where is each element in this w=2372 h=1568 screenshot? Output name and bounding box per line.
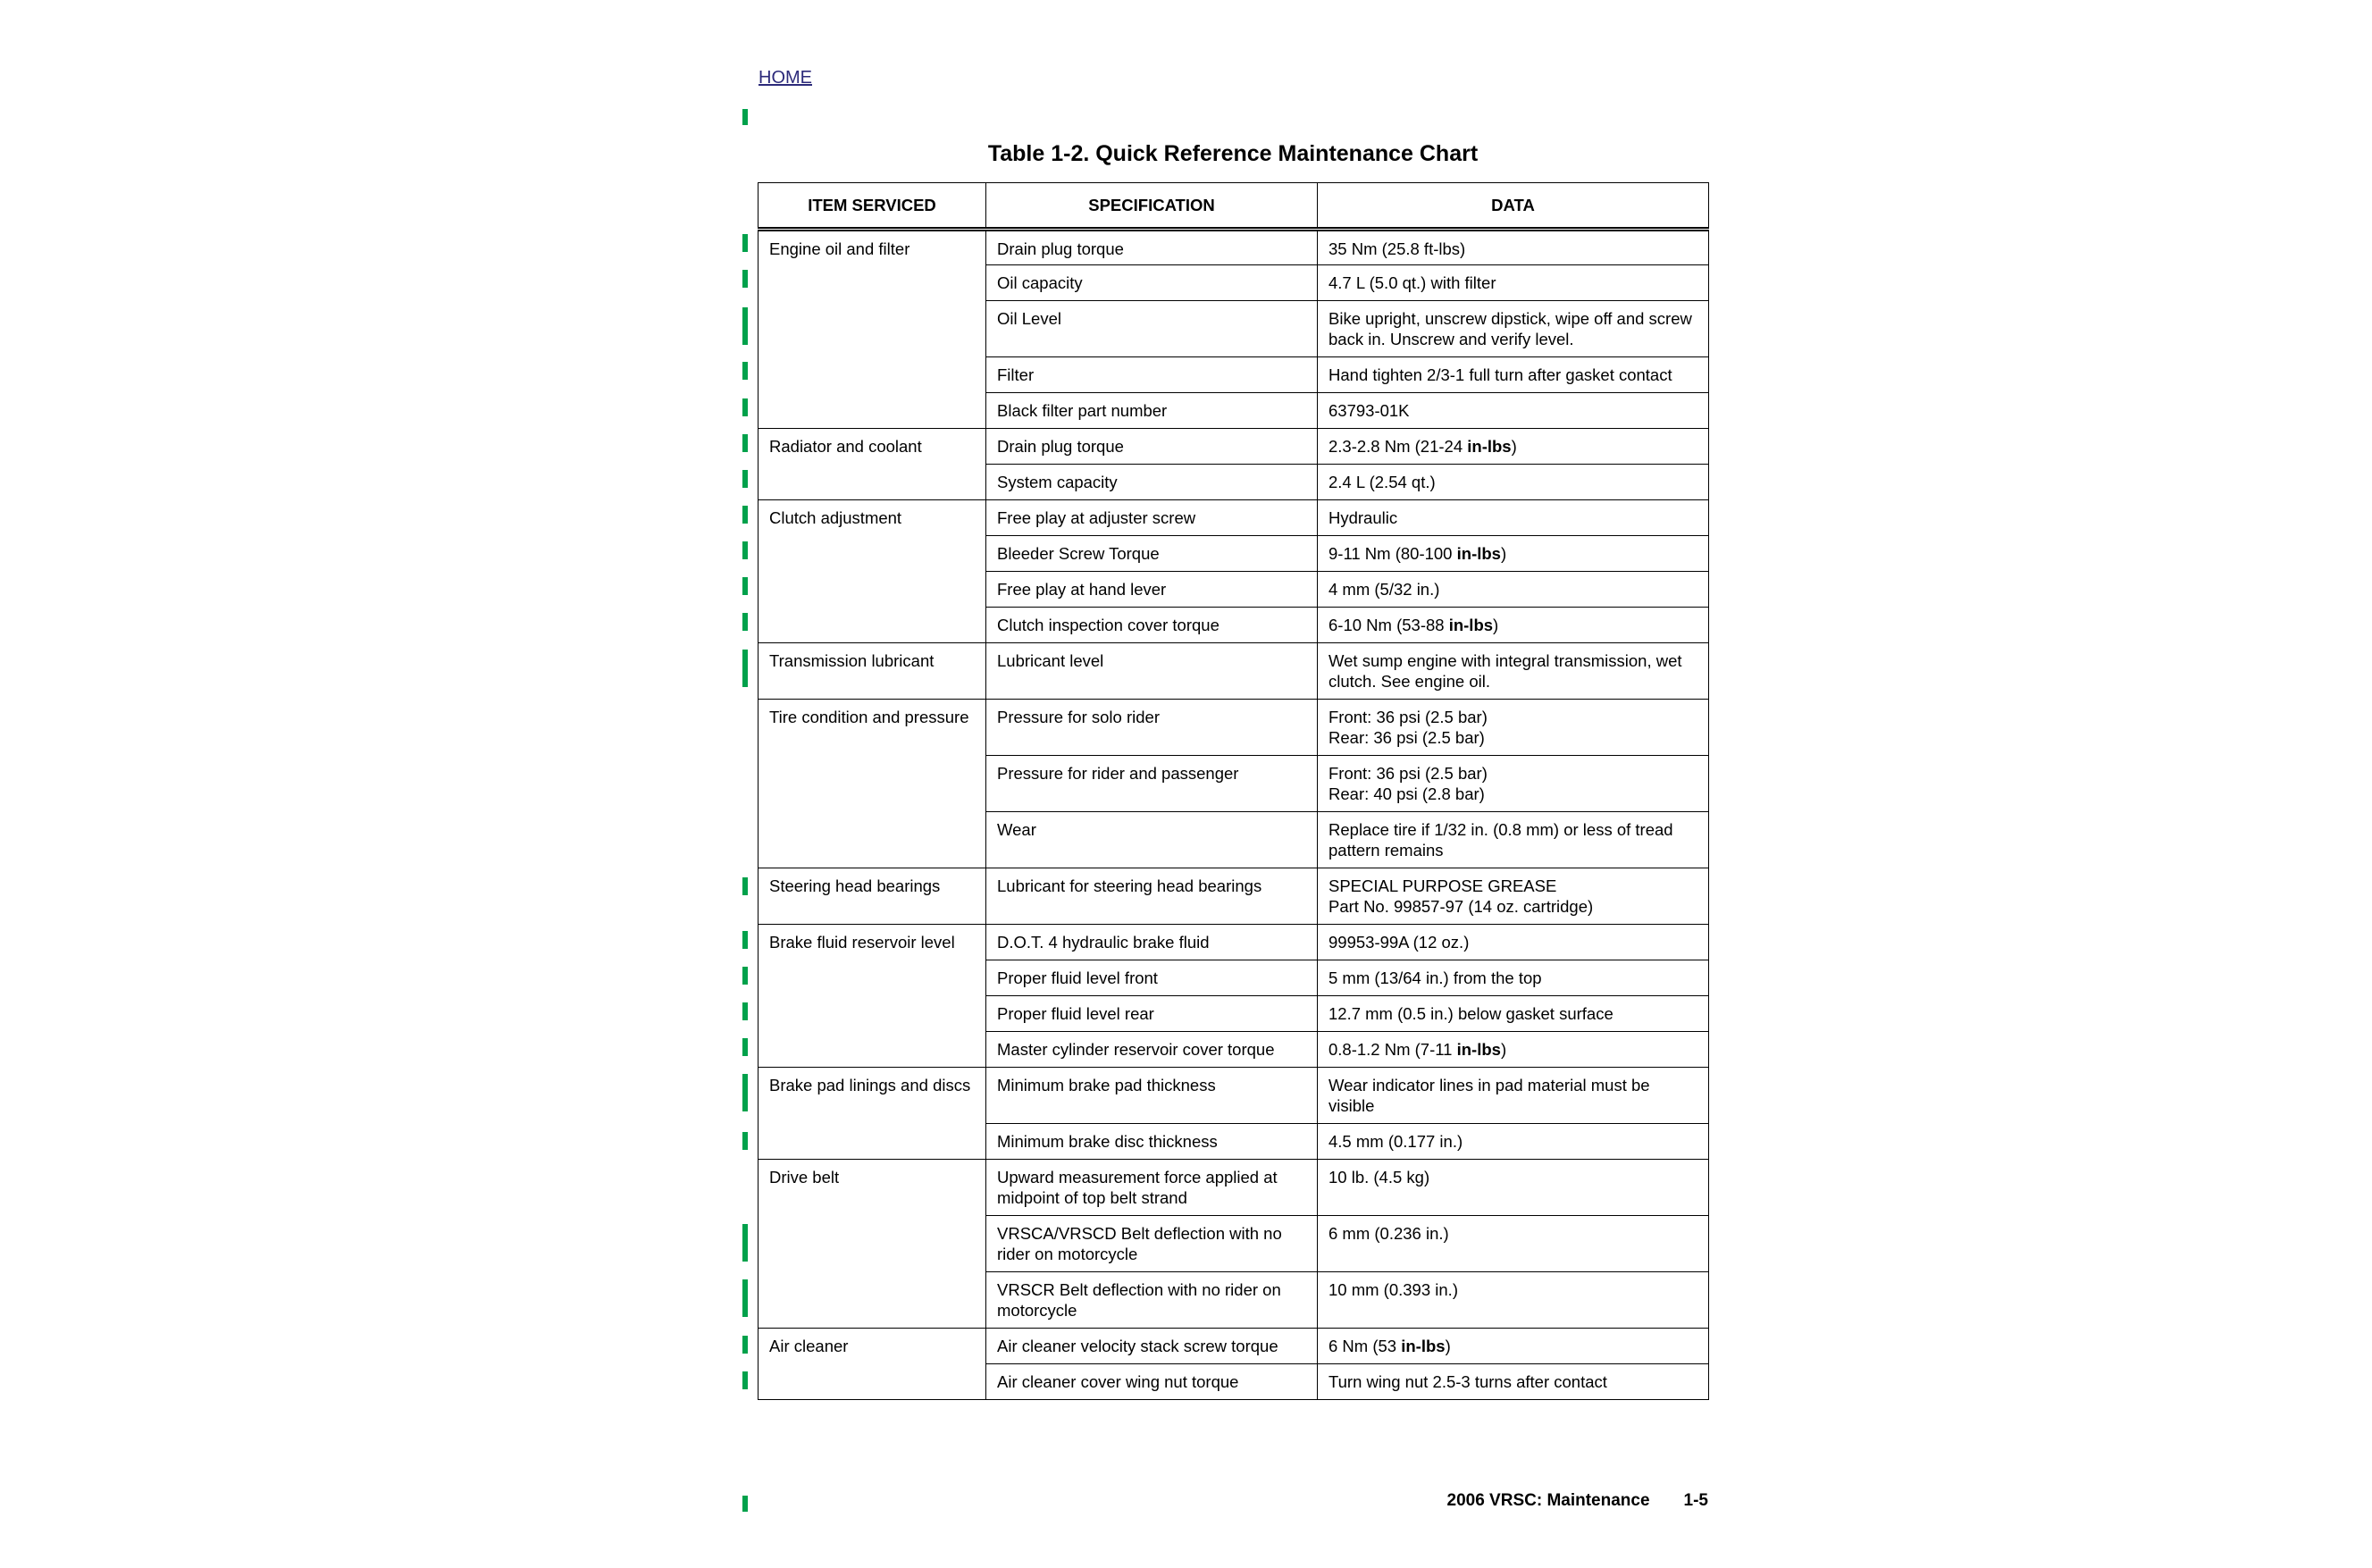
change-bar [742,613,748,631]
table-row [759,700,1709,756]
item-serviced-cell: Steering head bearings [759,868,986,925]
change-bar [742,1074,748,1111]
change-bar [742,270,748,288]
data-value: 4 mm (5/32 in.) [1328,580,1440,599]
data-cell [1318,1032,1709,1068]
specification-cell: Minimum brake disc thickness [986,1124,1318,1160]
item-serviced-cell: Engine oil and filter [759,230,986,429]
specification-cell: VRSCA/VRSCD Belt deflection with no rider on motorcycle [986,1216,1318,1272]
column-header-data: DATA [1318,183,1709,230]
table-row [759,868,1709,925]
data-value: 6 mm (0.236 in.) [1328,1224,1449,1243]
specification-cell: Wear [986,812,1318,868]
data-unit-bold: in-lbs [1456,544,1501,563]
data-suffix: ) [1511,437,1517,456]
data-cell [1318,812,1709,868]
specification-cell: Proper fluid level rear [986,996,1318,1032]
specification-cell: Lubricant level [986,643,1318,700]
data-cell [1318,1068,1709,1124]
data-cell [1318,1272,1709,1329]
data-value: Front: 36 psi (2.5 bar) Rear: 36 psi (2.5 bar) [1328,708,1488,747]
item-serviced-cell: Brake fluid reservoir level [759,925,986,1068]
data-value: 4.5 mm (0.177 in.) [1328,1132,1463,1151]
column-header-specification: SPECIFICATION [986,183,1318,230]
change-bar [742,650,748,687]
data-cell [1318,868,1709,925]
change-bar [742,1132,748,1150]
specification-cell: Air cleaner velocity stack screw torque [986,1329,1318,1364]
specification-cell: Black filter part number [986,393,1318,429]
change-bar [742,1371,748,1389]
data-unit-bold: in-lbs [1401,1337,1446,1355]
change-bar [742,362,748,380]
data-cell [1318,357,1709,393]
specification-cell: Proper fluid level front [986,960,1318,996]
data-suffix: ) [1500,544,1507,563]
data-value: 63793-01K [1328,401,1410,420]
table-row [759,1329,1709,1364]
data-cell [1318,465,1709,500]
data-cell [1318,1329,1709,1364]
data-value: Hand tighten 2/3-1 full turn after gasket contact [1328,365,1672,384]
change-bar [742,398,748,416]
data-unit-bold: in-lbs [1448,616,1494,634]
data-value: 4.7 L (5.0 qt.) with filter [1328,273,1496,292]
data-unit-bold: in-lbs [1467,437,1512,456]
specification-cell: Master cylinder reservoir cover torque [986,1032,1318,1068]
specification-cell: Minimum brake pad thickness [986,1068,1318,1124]
data-cell [1318,925,1709,960]
specification-cell: Lubricant for steering head bearings [986,868,1318,925]
data-value: 9-11 Nm (80-100 [1328,544,1457,563]
change-bar [742,967,748,985]
data-value: Wet sump engine with integral transmission, wet clutch. See engine oil. [1328,651,1682,691]
maintenance-chart-table [758,182,1709,1400]
data-value: 35 Nm (25.8 ft-lbs) [1328,239,1466,258]
change-bar [742,1279,748,1317]
data-value: 2.3-2.8 Nm (21-24 [1328,437,1468,456]
change-bar [742,931,748,949]
table-header-row [759,183,1709,230]
specification-cell: Clutch inspection cover torque [986,608,1318,643]
data-value: 6 Nm (53 [1328,1337,1402,1355]
data-value: 12.7 mm (0.5 in.) below gasket surface [1328,1004,1613,1023]
change-bar [742,1002,748,1020]
data-value: 99953-99A (12 oz.) [1328,933,1470,952]
specification-cell: VRSCR Belt deflection with no rider on motorcycle [986,1272,1318,1329]
specification-cell: Free play at adjuster screw [986,500,1318,536]
specification-cell: Oil Level [986,301,1318,357]
specification-cell: Upward measurement force applied at midpoint of top belt strand [986,1160,1318,1216]
data-cell [1318,536,1709,572]
specification-cell: Air cleaner cover wing nut torque [986,1364,1318,1400]
specification-cell: Oil capacity [986,265,1318,301]
change-bar [742,541,748,559]
data-value: Replace tire if 1/32 in. (0.8 mm) or less of tread pattern remains [1328,820,1673,859]
item-serviced-cell: Drive belt [759,1160,986,1329]
data-cell [1318,265,1709,301]
change-bar [742,506,748,524]
specification-cell: Filter [986,357,1318,393]
data-suffix: ) [1493,616,1499,634]
data-cell [1318,700,1709,756]
data-cell [1318,960,1709,996]
data-cell [1318,393,1709,429]
footer-manual-title: 2006 VRSC: Maintenance [1446,1491,1650,1510]
data-cell [1318,608,1709,643]
change-bar [742,877,748,895]
change-bar [742,1038,748,1056]
change-bar [742,1224,748,1262]
data-cell [1318,756,1709,812]
data-cell [1318,429,1709,465]
table-row [759,1068,1709,1124]
change-bar [742,307,748,345]
data-value: Turn wing nut 2.5-3 turns after contact [1328,1372,1607,1391]
data-value: Hydraulic [1328,508,1398,527]
data-cell [1318,996,1709,1032]
data-cell [1318,1160,1709,1216]
home-link[interactable]: HOME [759,68,812,88]
specification-cell: Drain plug torque [986,429,1318,465]
data-value: 0.8-1.2 Nm (7-11 [1328,1040,1457,1059]
data-value: SPECIAL PURPOSE GREASE Part No. 99857-97 (14 oz. cartridge) [1328,876,1594,916]
item-serviced-cell: Tire condition and pressure [759,700,986,868]
data-value: Bike upright, unscrew dipstick, wipe off and screw back in. Unscrew and verify level. [1328,309,1692,348]
item-serviced-cell: Air cleaner [759,1329,986,1400]
table-row [759,429,1709,465]
item-serviced-cell: Brake pad linings and discs [759,1068,986,1160]
footer-page-number: 1-5 [1683,1491,1708,1510]
data-value: Front: 36 psi (2.5 bar) Rear: 40 psi (2.8 bar) [1328,764,1488,803]
data-cell [1318,1124,1709,1160]
change-bar [742,470,748,488]
specification-cell: Drain plug torque [986,230,1318,265]
data-cell [1318,301,1709,357]
column-header-item-serviced: ITEM SERVICED [759,183,986,230]
data-cell [1318,230,1709,265]
table-body [759,230,1709,1400]
change-bar [742,109,748,125]
data-cell [1318,1216,1709,1272]
specification-cell: Bleeder Screw Torque [986,536,1318,572]
data-value: 5 mm (13/64 in.) from the top [1328,968,1542,987]
data-value: Wear indicator lines in pad material must be visible [1328,1076,1650,1115]
specification-cell: Pressure for solo rider [986,700,1318,756]
table-row [759,1160,1709,1216]
change-bar [742,1496,748,1512]
data-cell [1318,643,1709,700]
specification-cell: Free play at hand lever [986,572,1318,608]
data-cell [1318,572,1709,608]
specification-cell: System capacity [986,465,1318,500]
table-row [759,230,1709,265]
table-row [759,500,1709,536]
change-bar [742,1336,748,1354]
data-suffix: ) [1445,1337,1451,1355]
data-value: 2.4 L (2.54 qt.) [1328,473,1436,491]
item-serviced-cell: Transmission lubricant [759,643,986,700]
data-cell [1318,1364,1709,1400]
data-suffix: ) [1500,1040,1507,1059]
data-value: 6-10 Nm (53-88 [1328,616,1449,634]
table-row [759,925,1709,960]
change-bar [742,234,748,252]
item-serviced-cell: Clutch adjustment [759,500,986,643]
data-cell [1318,500,1709,536]
page-footer [1251,1491,1708,1511]
data-value: 10 mm (0.393 in.) [1328,1280,1458,1299]
data-value: 10 lb. (4.5 kg) [1328,1168,1430,1186]
change-bar [742,577,748,595]
specification-cell: Pressure for rider and passenger [986,756,1318,812]
data-unit-bold: in-lbs [1456,1040,1501,1059]
item-serviced-cell: Radiator and coolant [759,429,986,500]
specification-cell: D.O.T. 4 hydraulic brake fluid [986,925,1318,960]
table-title: Table 1-2. Quick Reference Maintenance Chart [987,141,1479,166]
table-row [759,643,1709,700]
change-bar [742,434,748,452]
